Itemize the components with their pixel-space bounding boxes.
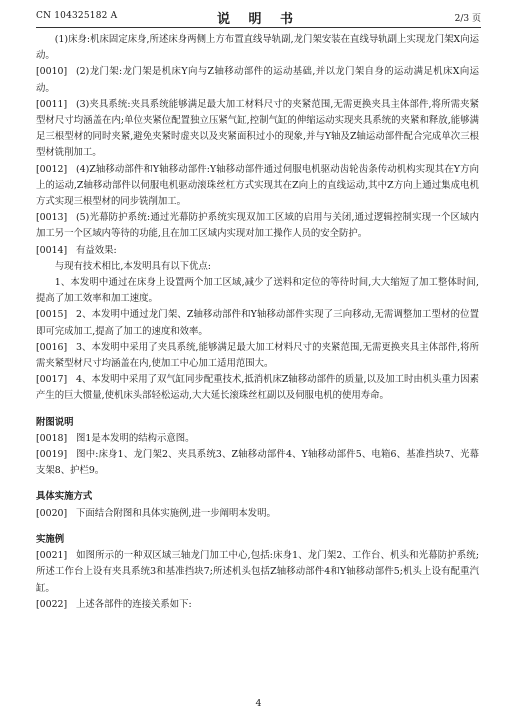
paragraph-0019 <box>36 447 479 479</box>
page-count: 2/3 页 <box>454 14 481 24</box>
paragraph-number: [0015] <box>36 309 68 321</box>
paragraph-text: (4)Z轴移动部件和Y轴移动部件:Y轴移动部件通过伺服电机驱动齿轮齿条传动机构实现其在Y方向上的运动,Z轴移动部件以伺服电机驱动滚珠丝杠方式实现其在Z向上的直线运动,其中Z方向上通过集成电机方式实现三根型材的同步铣削加工。 <box>36 163 479 208</box>
paragraph-number: [0012] <box>36 163 68 175</box>
paragraph-number: [0019] <box>36 449 68 461</box>
section-title-example: 实施例 <box>36 533 65 545</box>
paragraph-number: [0010] <box>36 66 68 78</box>
paragraph-0016 <box>36 340 479 372</box>
paragraph-number: [0018] <box>36 432 68 444</box>
paragraph-text: 2、本发明中通过龙门架、Z轴移动部件和Y轴移动部件实现了三向移动,无需调整加工型材的位置即可完成加工,提高了加工的速度和效率。 <box>36 309 479 337</box>
paragraph-text: 图1是本发明的结构示意图。 <box>76 432 195 444</box>
paragraph-text: 4、本发明中采用了双气缸同步配重技术,抵消机床Z轴移动部件的质量,以及加工时由机头重力因素产生的巨大惯量,使机床头部轻松运动,大大延长滚珠丝杠副以及伺服电机的使用寿命。 <box>36 374 479 402</box>
paragraph-number: [0022] <box>36 598 68 610</box>
paragraph-bed <box>36 32 479 64</box>
paragraph-text: 1、本发明中通过在床身上设置两个加工区域,减少了送料和定位的等待时间,大大缩短了加工整体时间,提高了加工效率和加工速度。 <box>36 277 479 305</box>
paragraph-text: (5)光幕防护系统:通过光幕防护系统实现双加工区域的启用与关闭,通过逻辑控制实现一个区域内加工另一个区域内等待的功能,且在加工区域内实现对加工操作人员的安全防护。 <box>36 212 479 240</box>
paragraph-text: (1)床身:机床固定床身,所述床身两侧上方布置直线导轨副,龙门架安装在直线导轨副上实现龙门架X向运动。 <box>36 34 479 62</box>
paragraph-text: 有益效果: <box>76 244 117 256</box>
page-number: 4 <box>255 698 262 709</box>
paragraph-0021 <box>36 548 479 597</box>
paragraph-0020 <box>36 506 479 522</box>
paragraph-number: [0013] <box>36 212 68 224</box>
paragraph-0015 <box>36 307 479 339</box>
paragraph-number: [0014] <box>36 244 68 256</box>
paragraph-text: 3、本发明中采用了夹具系统,能够满足最大加工材料尺寸的夹紧范围,无需更换夹具主体部件,将所需夹紧型材尺寸均涵盖在内,使加工中心加工适用范围大。 <box>36 341 479 370</box>
paragraph-text: 与现有技术相比,本发明具有以下优点: <box>54 260 211 272</box>
paragraph-0011 <box>36 97 479 162</box>
paragraph-0018 <box>36 431 479 447</box>
paragraph-text: 下面结合附图和具体实施例,进一步阐明本发明。 <box>76 507 276 519</box>
paragraph-text: 图中:床身1、龙门架2、夹具系统3、Z轴移动部件4、Y轴移动部件5、电箱6、基准挡块7、光幕支架8、护栏9。 <box>36 449 479 477</box>
paragraph-0017 <box>36 372 479 404</box>
document-title: 说 明 书 <box>216 12 301 27</box>
paragraph-number: [0011] <box>36 98 68 110</box>
paragraph-number: [0020] <box>36 507 68 519</box>
section-title-drawings: 附图说明 <box>36 416 74 428</box>
paragraph-number: [0017] <box>36 374 68 386</box>
publication-number: CN 104325182 A <box>36 11 118 21</box>
header-rule <box>36 27 481 28</box>
paragraph-text: (2)龙门架:龙门架是机床Y向与Z轴移动部件的运动基础,并以龙门架自身的运动满足机床X向运动。 <box>36 66 479 94</box>
paragraph-0022 <box>36 597 479 613</box>
page-header <box>36 8 481 26</box>
paragraph-0013 <box>36 210 479 242</box>
paragraph-text: 如图所示的一种双区域三轴龙门加工中心,包括:床身1、龙门架2、工作台、机头和光幕防护系统;所述工作台上设有夹具系统3和基准挡块7;所述机头包括Z轴移动部件4和Y轴移动部件5;机头上设有配重汽缸。 <box>36 550 479 594</box>
paragraph-comparison <box>36 259 479 275</box>
paragraph-0012 <box>36 162 479 211</box>
paragraph-advantage-1 <box>36 275 479 307</box>
paragraph-text: (3)夹具系统:夹具系统能够满足最大加工材料尺寸的夹紧范围,无需更换夹具主体部件,将所需夹紧型材尺寸均涵盖在内;单位夹紧位配置独立压紧气缸,控制气缸的伸缩运动实现夹具系统的夹紧和释放,能够满足三根型材的同时夹紧,避免夹紧时虚夹以及夹紧面积过小的现象,并与Y轴及Z轴运动部件配合完成单次三根型材铣削加工。 <box>36 98 479 159</box>
paragraph-0014 <box>36 243 479 259</box>
document-body <box>36 32 479 613</box>
paragraph-number: [0016] <box>36 341 68 353</box>
paragraph-0010 <box>36 64 479 96</box>
paragraph-number: [0021] <box>36 550 68 562</box>
paragraph-text: 上述各部件的连接关系如下: <box>76 598 192 610</box>
section-title-implementation: 具体实施方式 <box>36 491 93 503</box>
